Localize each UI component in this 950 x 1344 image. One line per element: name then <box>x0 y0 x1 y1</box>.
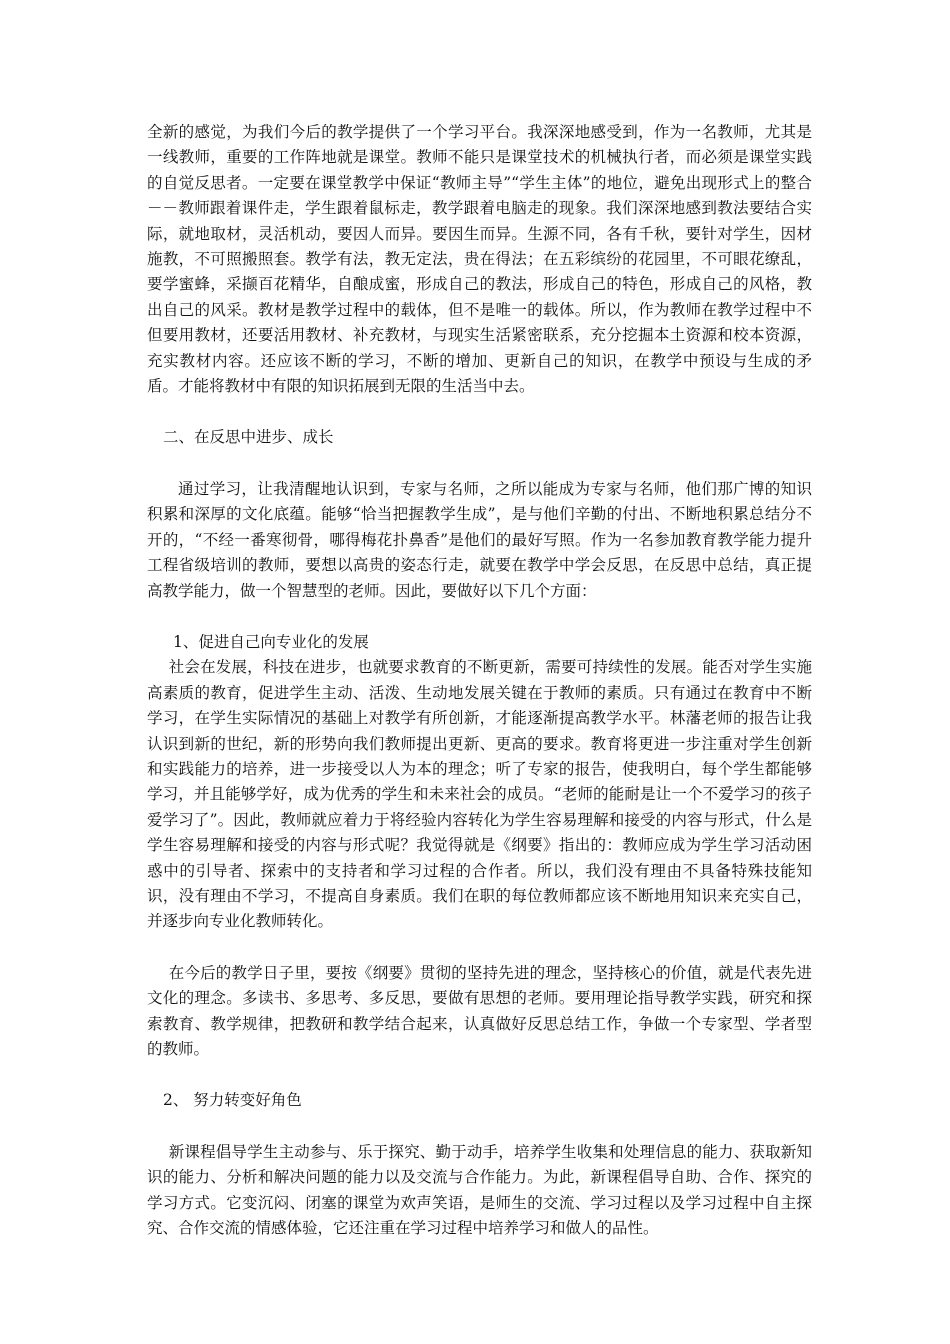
document-page <box>147 120 812 1241</box>
paragraph-3: 社会在发展，科技在进步，也就要求教育的不断更新，需要可持续性的发展。能否对学生实施高素质的教育，促进学生主动、活泼、生动地发展关键在于教师的素质。只有通过在教育中不断学习，在学生实际情况的基础上对教学有所创新，才能逐渐提高教学水平。林藩老师的报告让我认识到新的世纪，新的形势向我们教师提出更新、更高的要求。教育将更进一步注重对学生创新和实践能力的培养，进一步接受以人为本的理念；听了专家的报告，使我明白，每个学生都能够学习，并且能够学好，成为优秀的学生和未来社会的成员。“老师的能耐是让一个不爱学习的孩子爱学习了”。因此，教师就应着力于将经验内容转化为学生容易理解和接受的内容与形式，什么是学生容易理解和接受的内容与形式呢？我觉得就是《纲要》指出的：教师应成为学生学习活动困惑中的引导者、探索中的支持者和学习过程的合作者。所以，我们没有理由不具备特殊技能知识，没有理由不学习，不提高自身素质。我们在职的每位教师都应该不断地用知识来充实自己，并逐步向专业化教师转化。 <box>147 658 812 931</box>
spacer <box>147 451 812 477</box>
section-heading-2: 二、在反思中进步、成长 <box>163 428 334 447</box>
spacer <box>147 1114 812 1140</box>
paragraph-5: 新课程倡导学生主动参与、乐于探究、勤于动手，培养学生收集和处理信息的能力、获取新知识的能力、分析和解决问题的能力以及交流与合作能力。为此，新课程倡导自助、合作、探究的学习方式。它变沉闷、闭塞的课堂为欢声笑语，是师生的交流、学习过程以及学习过程中自主探究、合作交流的情感体验，它还注重在学习过程中培养学习和做人的品性。 <box>147 1142 812 1238</box>
paragraph-4: 在今后的教学日子里，要按《纲要》贯彻的坚持先进的理念，坚持核心的价值，就是代表先进文化的理念。多读书、多思考、多反思，要做有思想的老师。要用理论指导教学实践，研究和探索教育、教学规律，把教研和教学结合起来，认真做好反思总结工作，争做一个专家型、学者型的教师。 <box>147 963 812 1058</box>
subsection-heading-2: 2、 努力转变好角色 <box>163 1091 302 1110</box>
paragraph-1: 全新的感觉，为我们今后的教学提供了一个学习平台。我深深地感受到，作为一名教师，尤其是一线教师，重要的工作阵地就是课堂。教师不能只是课堂技术的机械执行者，而必须是课堂实践的自觉反思者。一定要在课堂教学中保证“教师主导”“学生主体”的地位，避免出现形式上的整合－－教师跟着课件走，学生跟着鼠标走，教学跟着电脑走的现象。我们深深地感到教法要结合实际，就地取材，灵活机动，要因人而异。要因生而异。生源不同，各有千秋，要针对学生，因材施教，不可照搬照套。教学有法，教无定法，贵在得法；在五彩缤纷的花园里，不可眼花缭乱，要学蜜蜂，采撷百花精华，自酿成蜜，形成自己的教法，形成自己的特色，形成自己的风格，教出自己的风采。教材是教学过程中的载体，但不是唯一的载体。所以，作为教师在教学过程中不但要用教材，还要活用教材、补充教材，与现实生活紧密联系，充分挖掘本土资源和校本资源，充实教材内容。还应该不断的学习，不断的增加、更新自己的知识，在教学中预设与生成的矛盾。才能将教材中有限的知识拓展到无限的生活当中去。 <box>147 123 812 396</box>
spacer <box>147 935 812 961</box>
spacer <box>147 1062 812 1088</box>
spacer <box>147 399 812 425</box>
spacer <box>147 604 812 630</box>
subsection-heading-1: 1、促进自己向专业化的发展 <box>173 632 369 651</box>
paragraph-2: 通过学习，让我清醒地认识到，专家与名师，之所以能成为专家与名师，他们那广博的知识积累和深厚的文化底蕴。能够“恰当把握教学生成”，是与他们辛勤的付出、不断地积累总结分不开的，“不经一番寒彻骨，哪得梅花扑鼻香”是他们的最好写照。作为一名参加教育教学能力提升工程省级培训的教师，要想以高贵的姿态行走，就要在教学中学会反思，在反思中总结，真正提高教学能力，做一个智慧型的老师。因此，要做好以下几个方面： <box>147 479 812 600</box>
